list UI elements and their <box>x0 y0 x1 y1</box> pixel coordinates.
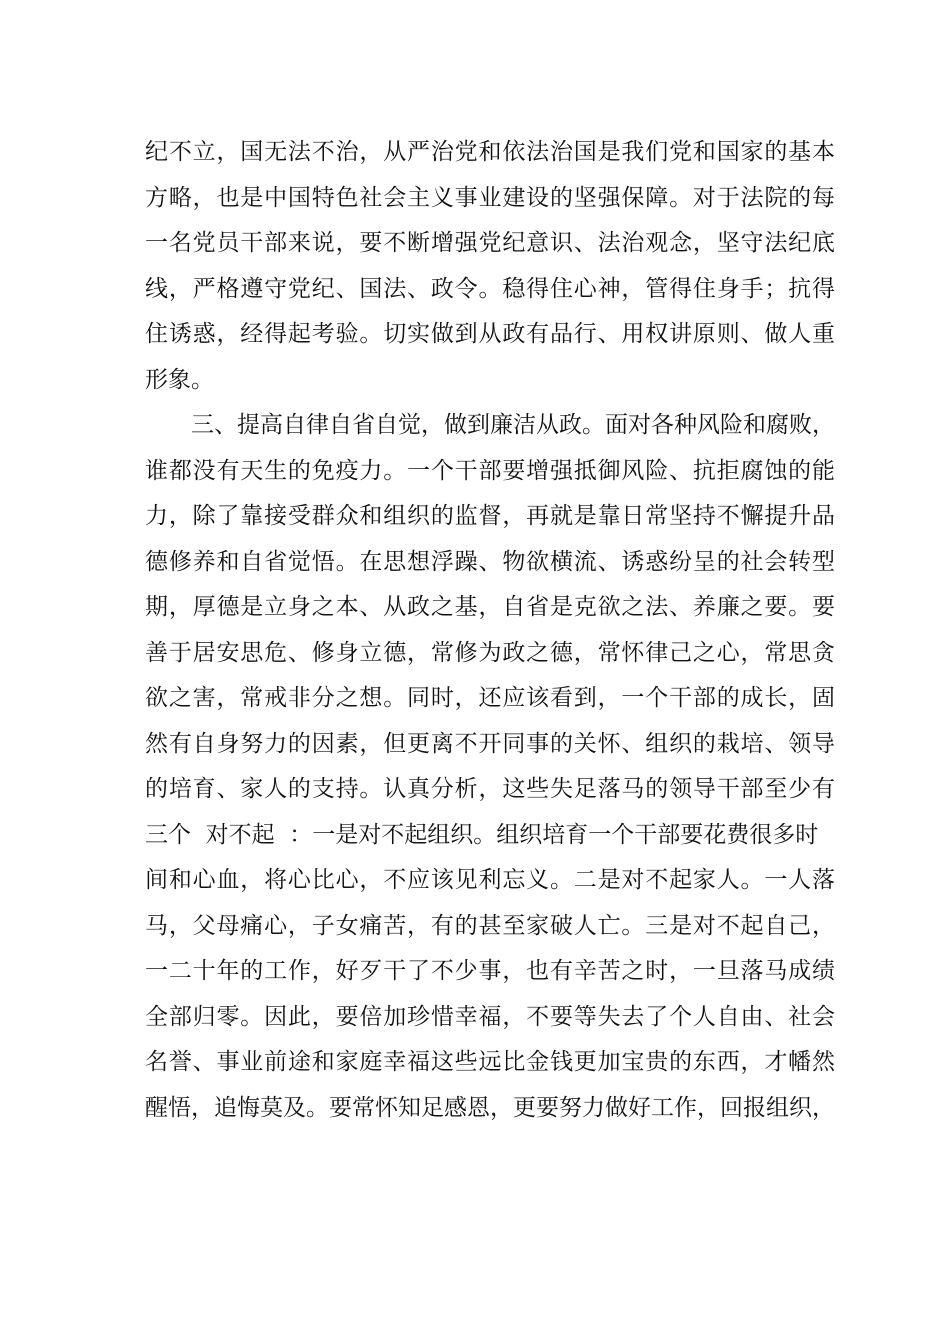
text-line: 期，厚德是立身之本、从政之基，自省是克欲之法、养廉之要。要 <box>145 594 835 620</box>
text-line: 谁都没有天生的免疫力。一个干部要增强抵御风险、抗拒腐蚀的能 <box>145 457 835 484</box>
text-line: 善于居安思危、修身立德，常修为政之德，常怀律己之心，常思贪 <box>145 639 835 666</box>
body-text <box>145 130 835 1131</box>
text-line: 方略，也是中国特色社会主义事业建设的坚强保障。对于法院的每 <box>145 184 835 211</box>
text-line: 醒悟，追悔莫及。要常怀知足感恩，更要努力做好工作，回报组织， <box>145 1094 835 1121</box>
text-line: 一名党员干部来说，要不断增强党纪意识、法治观念，坚守法纪底 <box>145 230 835 256</box>
text-line: 纪不立，国无法不治，从严治党和依法治国是我们党和国家的基本 <box>145 139 835 165</box>
text-line: 德修养和自省觉悟。在思想浮躁、物欲横流、诱惑纷呈的社会转型 <box>145 548 835 575</box>
text-line: 马，父母痛心，子女痛苦，有的甚至家破人亡。三是对不起自己， <box>145 912 835 939</box>
text-line: 然有自身努力的因素，但更离不开同事的关怀、组织的栽培、领导 <box>145 730 835 757</box>
text-line: 一二十年的工作，好歹干了不少事，也有辛苦之时，一旦落马成绩 <box>145 958 835 984</box>
text-line: 欲之害，常戒非分之想。同时，还应该看到，一个干部的成长，固 <box>145 685 835 711</box>
text-line: 力，除了靠接受群众和组织的监督，再就是靠日常坚持不懈提升品 <box>145 503 835 529</box>
text-line: 住诱惑，经得起考验。切实做到从政有品行、用权讲原则、做人重 <box>145 321 835 347</box>
text-line: 名誉、事业前途和家庭幸福这些远比金钱更加宝贵的东西，才幡然 <box>145 1049 835 1075</box>
text-line: 全部归零。因此，要倍加珍惜幸福，不要等失去了个人自由、社会 <box>145 1003 835 1030</box>
text-line: 形象。 <box>145 366 214 393</box>
text-line: 间和心血，将心比心，不应该见利忘义。二是对不起家人。一人落 <box>145 867 835 893</box>
paragraph-heading-line: 三、提高自律自省自觉，做到廉洁从政。面对各种风险和腐败， <box>145 412 835 438</box>
text-line: 的培育、家人的支持。认真分析，这些失足落马的领导干部至少有 <box>145 776 835 802</box>
text-line: 三个 对不起 ：一是对不起组织。组织培育一个干部要花费很多时 <box>145 821 819 848</box>
text-line: 线，严格遵守党纪、国法、政令。稳得住心神，管得住身手；抗得 <box>145 275 835 302</box>
